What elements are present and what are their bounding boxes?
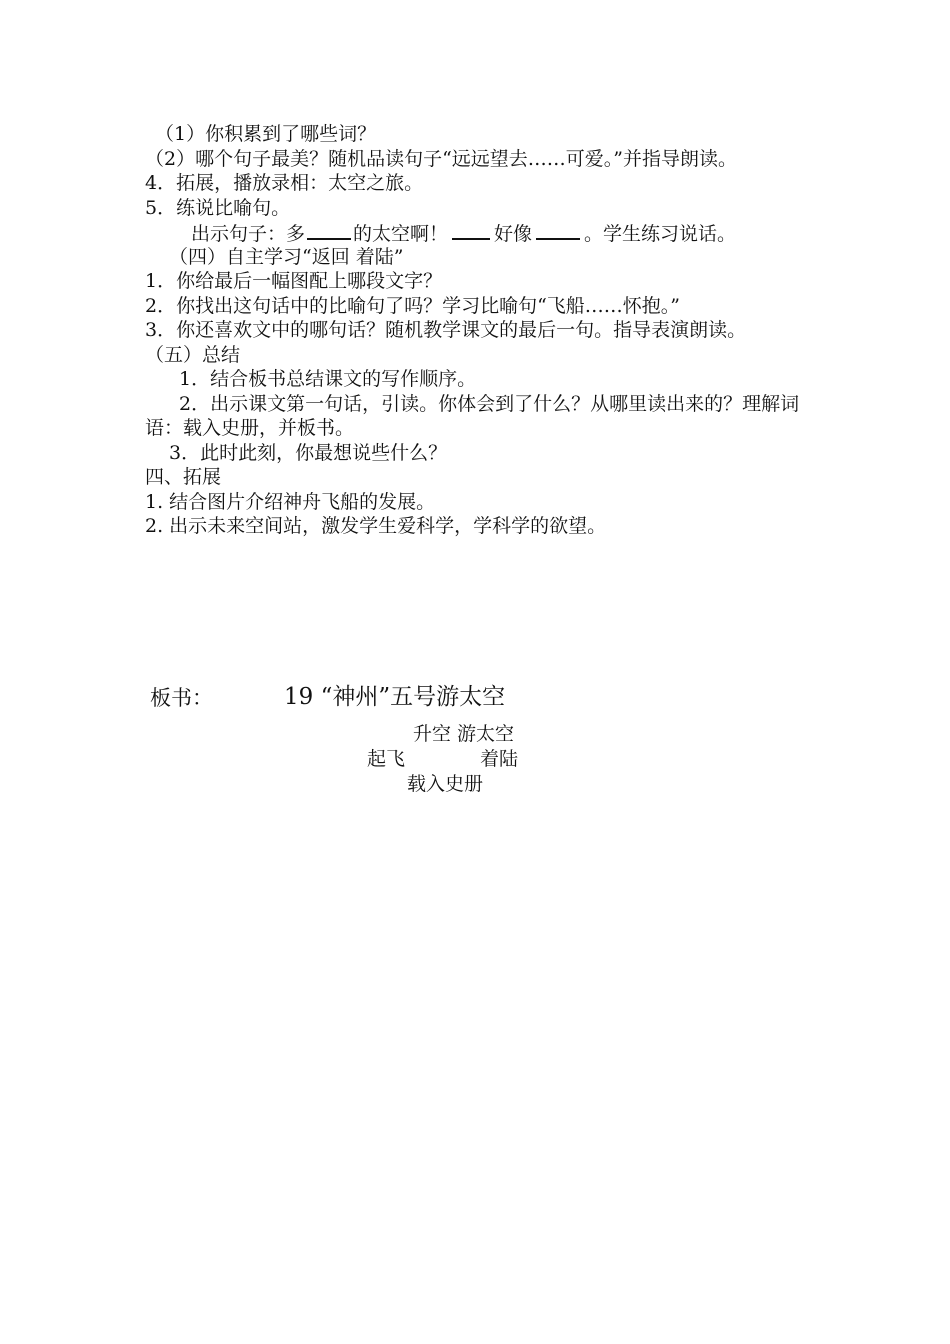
- simile-pre: 出示句子：多: [191, 223, 306, 245]
- section-4-item-3: 3．你还喜欢文中的哪句话？随机教学课文的最后一句。指导表演朗读。: [145, 319, 747, 341]
- board-row-3: 载入史册: [407, 773, 484, 795]
- question-1: （1）你积累到了哪些词？: [155, 123, 377, 145]
- section-4-heading: （四）自主学习“返回 着陆”: [169, 245, 404, 268]
- section-5-item-3: 3．此时此刻，你最想说些什么？: [169, 441, 448, 464]
- section-4-item-2: 2．你找出这句话中的比喻句了吗？学习比喻句“飞船……怀抱。”: [145, 294, 681, 317]
- simile-sentence: [145, 220, 835, 245]
- board-row-2-left: 起飞: [367, 748, 406, 770]
- blank-2: [452, 220, 490, 240]
- blank-1: [307, 220, 351, 240]
- extension-item-1: 1. 结合图片介绍神舟飞船的发展。: [145, 490, 436, 513]
- simile-mid2: 好像: [494, 223, 533, 245]
- extension-item-2: 2. 出示未来空间站，激发学生爱科学，学科学的欲望。: [145, 515, 607, 537]
- question-2: （2）哪个句子最美？随机品读句子“远远望去……可爱。”并指导朗读。: [145, 147, 738, 170]
- lesson-body: [145, 122, 835, 539]
- simile-mid1: 的太空啊！: [353, 223, 449, 245]
- blank-3: [536, 220, 580, 240]
- board-title: 19 “神州”五号游太空: [284, 684, 506, 710]
- step-4-extend: 4．拓展，播放录相：太空之旅。: [145, 172, 424, 194]
- section-5-item-2: 2．出示课文第一句话，引读。你体会到了什么？从哪里读出来的？理解词语：载入史册，并板书。: [145, 392, 800, 439]
- board-row-1: 升空 游太空: [413, 723, 515, 745]
- simile-post: 。学生练习说话。: [584, 223, 737, 245]
- extension-heading: 四、拓展: [145, 466, 222, 488]
- section-4-item-1: 1．你给最后一幅图配上哪段文字？: [145, 270, 443, 292]
- board-row-2-right: 着陆: [480, 748, 519, 770]
- board-label: 板书：: [150, 686, 213, 710]
- section-5-item-1: 1．结合板书总结课文的写作顺序。: [179, 368, 477, 390]
- step-5-simile: 5．练说比喻句。: [145, 196, 291, 219]
- section-5-heading: （五）总结: [145, 343, 241, 366]
